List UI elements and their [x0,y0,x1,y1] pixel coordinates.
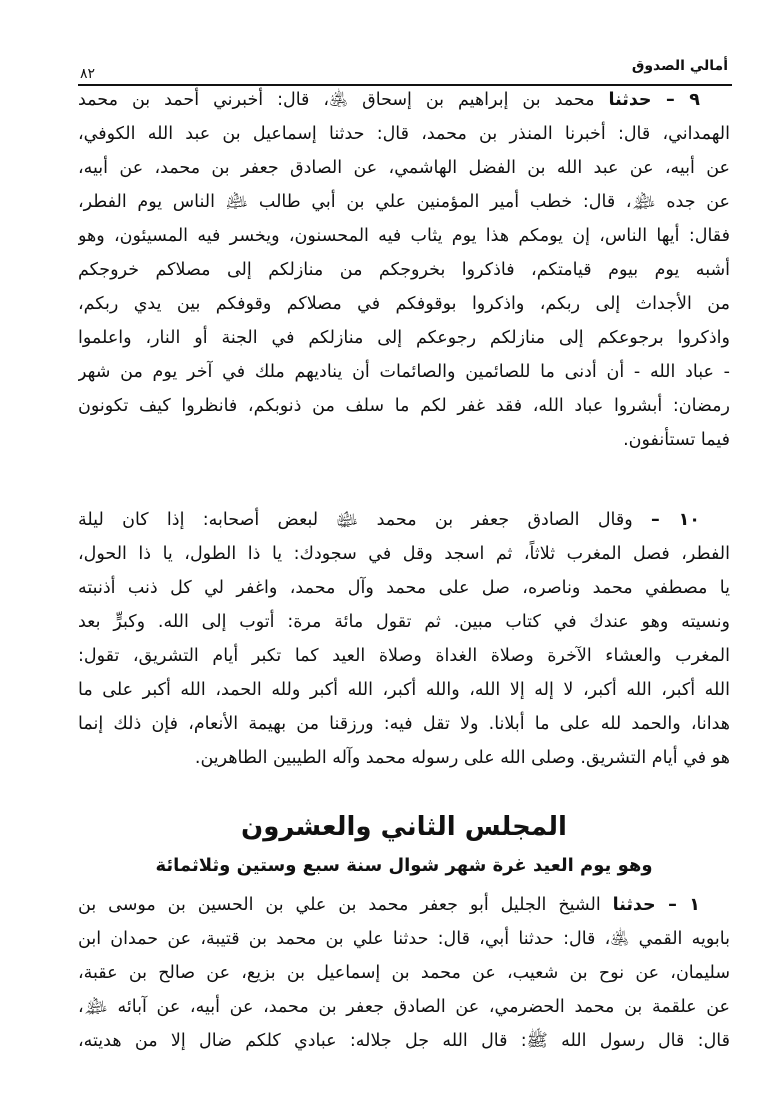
text-line: بابويه القمي ﵁، قال: حدثنا أبي، قال: حدثنا علي بن محمد بن قتيبة، عن حمدان ابن [78,929,730,949]
text-line: ونسيته وهو عندك في كتاب مبين. ثم تقول مائة مرة: أتوب إلى الله. وكبرٍّ بعد [78,612,730,632]
text-line: قال: قال رسول الله ﷺ: قال الله جل جلاله: عبادي كلكم ضال إلا من هديته، [78,1031,730,1051]
text-line: عن جده ﵈، قال: خطب أمير المؤمنين علي بن أبي طالب ﵇ الناس يوم الفطر، [78,192,730,212]
text-line: فقال: أيها الناس، إن يومكم هذا يوم يثاب فيه المحسنون، ويخسر فيه المسيئون، وهو [78,226,730,246]
text-line [78,83,730,117]
text-line: من الأجداث إلى ربكم، واذكروا بوقوفكم في مصلاكم وقوفكم بين يدي ربكم، [78,294,730,314]
line-text: وقال الصادق جعفر بن محمد ﵉ لبعض أصحابه: إذا كان ليلة [78,510,633,530]
text-line: أشبه يوم بيوم قيامتكم، فاذكروا بخروجكم من منازلكم إلى مصلاكم خروجكم [78,260,730,280]
text-line: المغرب والعشاء الآخرة وصلاة الغداة وصلاة العيد كما تكبر أيام التشريق، تقول: [78,646,730,666]
hadith-number: ٩ – حدثنا [608,90,700,110]
hadith-1-paragraph [78,888,730,1058]
text-line: الفطر، فصل المغرب ثلاثاً، ثم اسجد وقل في سجودك: يا ذا الطول، يا ذا الحول، [78,544,730,564]
text-line: هو في أيام التشريق. وصلى الله على رسوله محمد وآله الطيبين الطاهرين. [194,748,730,768]
hadith-number: ١٠ – [651,510,700,530]
text-line: واذكروا برجوعكم إلى منازلكم رجوعكم إلى منازلكم في الجنة أو النار، واعلموا [78,328,730,348]
line-text: محمد بن إبراهيم بن إسحاق ﵁، قال: أخبرني أحمد بن محمد [78,90,595,110]
page-number: ٨٢ [80,66,96,82]
text-line: سليمان، عن نوح بن شعيب، عن محمد بن إسماعيل بن بزيع، عن صالح بن عقبة، [78,963,730,983]
running-head-book-title: أمالي الصدوق [631,58,728,74]
text-line [78,503,730,537]
text-line: يا مصطفي محمد وناصره، صل على محمد وآل محمد، واغفر لي كل ذنب أذنبته [78,578,730,598]
text-line: - عباد الله - أن أدنى ما للصائمين والصائمات أن يناديهم ملك في آخر يوم من شهر [78,362,730,382]
text-line: رمضان: أبشروا عباد الله، فقد غفر لكم ما سلف من ذنوبكم، فانظروا كيف تكونون [78,396,730,416]
text-line: عن أبيه، عن عبد الله بن الفضل الهاشمي، عن الصادق جعفر بن محمد، عن أبيه، [78,158,730,178]
text-line: الله أكبر، الله أكبر، لا إله إلا الله، والله أكبر، الله أكبر ولله الحمد، الله أكبر على ما [78,680,730,700]
hadith-9-paragraph [78,83,730,457]
line-text: الشيخ الجليل أبو جعفر محمد بن علي بن الحسين بن موسى بن [78,895,601,915]
hadith-number: ١ – حدثنا [612,895,700,915]
section-title: المجلس الثاني والعشرون [241,812,567,842]
section-subtitle: وهو يوم العيد غرة شهر شوال سنة سبع وستين وثلاثمائة [155,855,653,876]
hadith-10-paragraph [78,503,730,775]
text-line: هدانا، والحمد لله على ما أبلانا. ولا تقل فيه: ورزقنا من بهيمة الأنعام، فإن ذلك إنما [78,714,730,734]
text-line: عن علقمة بن محمد الحضرمي، عن الصادق جعفر بن محمد، عن أبيه، عن آبائه ﵈، [78,997,730,1017]
text-line: فيما تستأنفون. [623,430,730,450]
text-line [78,888,730,922]
text-line: الهمداني، قال: أخبرنا المنذر بن محمد، قال: حدثنا إسماعيل بن عبد الله الكوفي، [78,124,730,144]
